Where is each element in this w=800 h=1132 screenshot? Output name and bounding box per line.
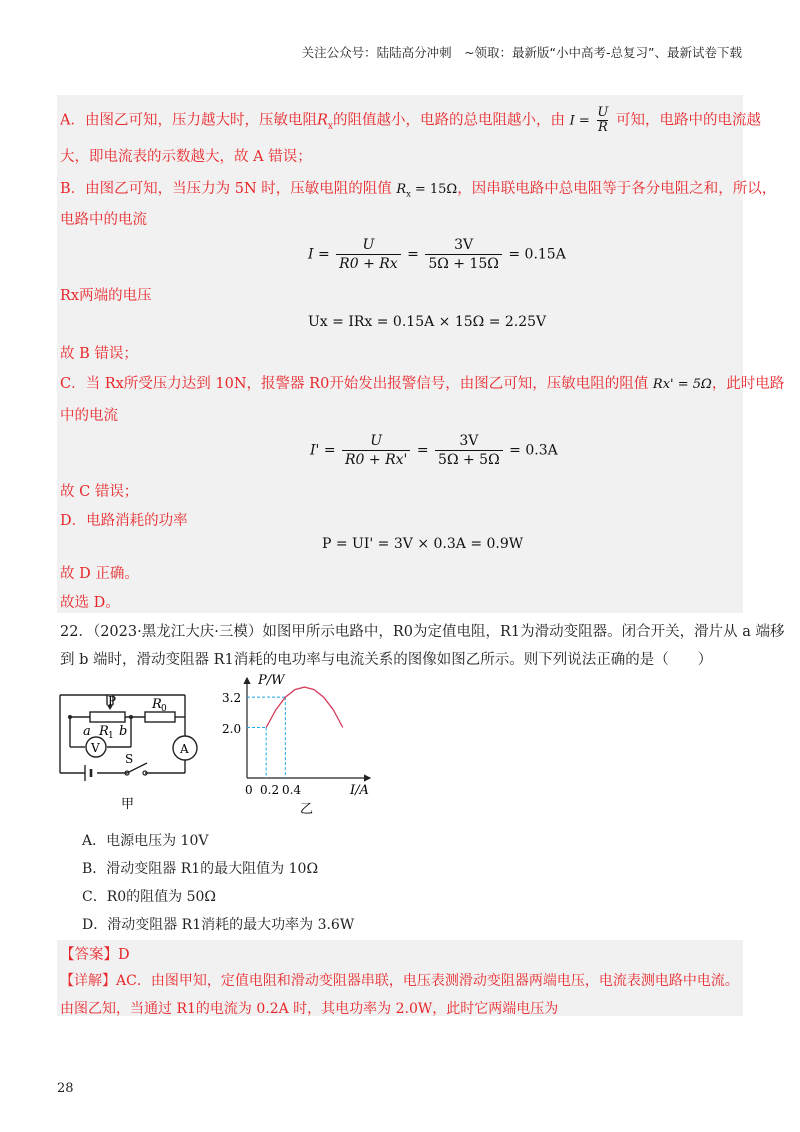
solution-line-b1: B．由图乙可知，当压力为 5N 时，压敏电阻的阻值 $R_x = 15\Omega$，因串联电路中总电阻等于各分电阻之和，所以， bbox=[60, 181, 777, 199]
solution-line-c1: C．当 Rx所受压力达到 10N，报警器 R0开始发出报警信号，由图乙可知，压敏电阻的阻值 Rx' = 5Ω，此时电路 bbox=[60, 376, 785, 392]
graph-caption: 乙 bbox=[300, 802, 314, 817]
ammeter-label: A bbox=[180, 742, 189, 756]
equation-voltage: Ux = IRx = 0.15A × 15Ω = 2.25V bbox=[308, 314, 547, 330]
solution-line-d1: D．电路消耗的功率 bbox=[60, 513, 188, 529]
power-curve bbox=[266, 687, 343, 727]
solution-line-c2: 中的电流 bbox=[60, 408, 118, 424]
circuit-diagram bbox=[55, 683, 225, 813]
label-a: a bbox=[83, 724, 91, 739]
option-d[interactable]: D．滑动变阻器 R1消耗的最大功率为 3.6W bbox=[82, 917, 355, 933]
equation-current: I = $\frac{U}{R0 + Rx}$ = $\frac{3V}{5\Omega + 15\Omega}$ = 0.15A bbox=[308, 237, 566, 272]
option-a[interactable]: A．电源电压为 10V bbox=[82, 833, 209, 849]
label-r1: R bbox=[99, 724, 109, 739]
label-p: P bbox=[108, 694, 117, 708]
circuit-caption: 甲 bbox=[121, 797, 135, 812]
x-axis-label: I/A bbox=[350, 783, 369, 798]
equation-current-alarm: I' = $\frac{U}{R0 + Rx'}$ = $\frac{3V}{5\Omega + 5\Omega}$ = 0.3A bbox=[310, 433, 558, 468]
solution-line-a1: A．由图乙可知，压力越大时，压敏电阻$R_x$的阻值越小，电路的总电阻越小，由 I = $\frac{U}{R}$ 可知，电路中的电流越 bbox=[60, 105, 761, 135]
solution-line-b4: 故 B 错误； bbox=[60, 346, 138, 362]
y-tick-2-0: 2.0 bbox=[222, 722, 242, 736]
page-number: 28 bbox=[57, 1081, 74, 1096]
power-current-graph bbox=[222, 668, 382, 818]
equation-power: P = UI' = 3V × 0.3A = 0.9W bbox=[322, 536, 524, 552]
fraction-u-over-r: $\frac{U}{R}$ bbox=[597, 105, 609, 135]
label-b: b bbox=[119, 724, 128, 739]
question-line-1: 22．（2023·黑龙江大庆·三模）如图甲所示电路中，R0为定值电阻，R1为滑动变阻器。闭合开关，滑片从 a 端移 bbox=[60, 624, 785, 640]
x-tick-0: 0 bbox=[245, 783, 253, 797]
label-r0-sub: 0 bbox=[161, 704, 167, 714]
answer-label: 【答案】D bbox=[60, 947, 130, 963]
question-line-2: 到 b 端时，滑动变阻器 R1消耗的电功率与电流关系的图像如图乙所示。则下列说法正确的是（ ） bbox=[60, 652, 713, 668]
solution-line-b3: Rx两端的电压 bbox=[60, 288, 152, 304]
switch-label: S bbox=[125, 752, 134, 766]
solution-line-end: 故选 D。 bbox=[60, 595, 120, 611]
label-r1-sub: 1 bbox=[108, 731, 114, 741]
header-note: 关注公众号：陆陆高分冲刺 ~领取：最新版“小中高考-总复习”、最新试卷下载 bbox=[301, 45, 742, 60]
voltmeter-label: V bbox=[91, 741, 100, 755]
option-b[interactable]: B．滑动变阻器 R1的最大阻值为 10Ω bbox=[82, 861, 319, 877]
option-c[interactable]: C．R0的阻值为 50Ω bbox=[82, 889, 217, 905]
solution-line-c3: 故 C 错误； bbox=[60, 484, 139, 500]
x-tick-0-2: 0.2 bbox=[260, 783, 280, 797]
x-tick-0-4: 0.4 bbox=[282, 783, 302, 797]
y-tick-3-2: 3.2 bbox=[222, 691, 242, 705]
solution-line-a2: 大，即电流表的示数越大，故 A 错误； bbox=[60, 149, 312, 165]
y-axis-label: P/W bbox=[258, 673, 285, 688]
answer-detail-2: 由图乙知，当通过 R1的电流为 0.2A 时，其电功率为 2.0W，此时它两端电压为 bbox=[60, 1001, 559, 1017]
solution-line-d2: 故 D 正确。 bbox=[60, 566, 139, 582]
answer-detail-1: 【详解】AC．由图甲知，定值电阻和滑动变阻器串联，电压表测滑动变阻器两端电压，电流表测电路中电流。 bbox=[60, 973, 739, 989]
label-r0: R bbox=[152, 697, 162, 712]
solution-line-b2: 电路中的电流 bbox=[60, 212, 147, 228]
